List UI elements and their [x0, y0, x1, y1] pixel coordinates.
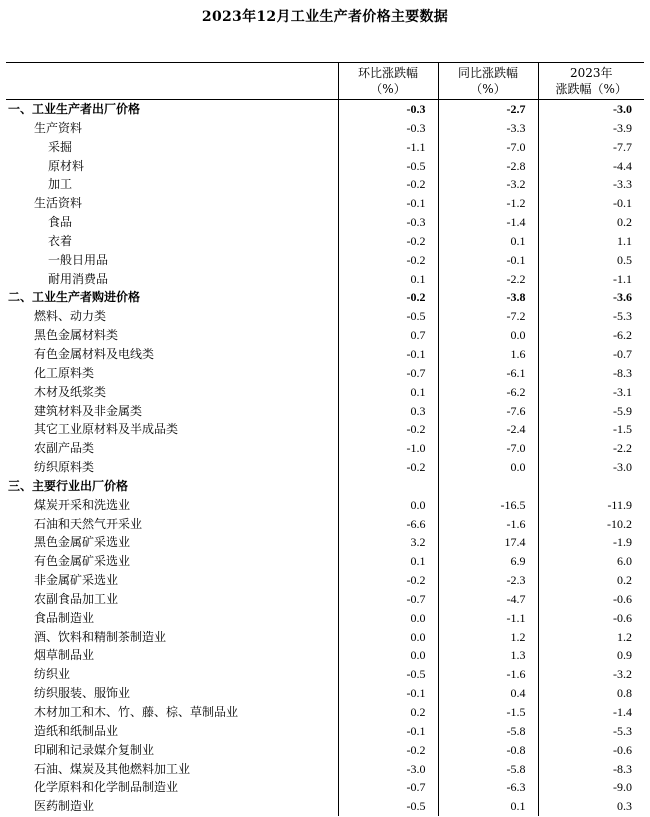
row-yoy-value: 0.1: [438, 232, 538, 251]
row-year-value: -5.3: [538, 307, 644, 326]
row-yoy-value: -1.5: [438, 703, 538, 722]
row-year-value: -10.2: [538, 515, 644, 534]
row-mom-value: -0.2: [338, 458, 438, 477]
table-row: [6, 741, 644, 760]
row-mom-value: -1.0: [338, 439, 438, 458]
page-title: 2023年12月工业生产者价格主要数据: [201, 9, 449, 25]
row-mom-value: 0.7: [338, 326, 438, 345]
price-data-table: [6, 62, 644, 816]
table-row: [6, 194, 644, 213]
row-label: 食品制造业: [34, 610, 95, 625]
row-yoy-value: -2.4: [438, 420, 538, 439]
table-row: [6, 628, 644, 647]
header-year-line2: 涨跌幅（%）: [555, 82, 627, 96]
table-row: [6, 138, 644, 157]
row-label: 食品: [48, 215, 73, 230]
row-yoy-value: -1.2: [438, 194, 538, 213]
row-label: 有色金属矿采选业: [34, 554, 131, 569]
row-label: 二、工业生产者购进价格: [8, 290, 141, 305]
row-mom-value: -0.5: [338, 797, 438, 816]
row-yoy-value: -2.2: [438, 270, 538, 289]
row-label: 酒、饮料和精制茶制造业: [34, 629, 167, 644]
row-label: 石油、煤炭及其他燃料加工业: [34, 761, 191, 776]
row-mom-value: -0.1: [338, 684, 438, 703]
row-mom-value: 0.1: [338, 552, 438, 571]
row-label: 采掘: [48, 139, 73, 154]
row-mom-value: -0.3: [338, 119, 438, 138]
row-year-value: -3.0: [538, 458, 644, 477]
row-mom-value: -6.6: [338, 515, 438, 534]
table-row: [6, 232, 644, 251]
row-mom-value: -0.2: [338, 571, 438, 590]
row-mom-value: -0.5: [338, 665, 438, 684]
header-mom: [338, 63, 438, 100]
row-year-value: -3.2: [538, 665, 644, 684]
row-mom-value: -0.1: [338, 722, 438, 741]
table-row: [6, 552, 644, 571]
row-yoy-value: -5.8: [438, 760, 538, 779]
row-mom-value: -0.2: [338, 175, 438, 194]
row-year-value: -5.9: [538, 402, 644, 421]
row-label: 衣着: [48, 233, 73, 248]
row-label: 一、工业生产者出厂价格: [8, 102, 141, 116]
row-year-value: 6.0: [538, 552, 644, 571]
row-year-value: -3.3: [538, 175, 644, 194]
row-mom-value: 0.1: [338, 383, 438, 402]
row-yoy-value: -2.3: [438, 571, 538, 590]
table-row: [6, 797, 644, 816]
table-row: [6, 646, 644, 665]
row-label: 非金属矿采选业: [34, 573, 119, 588]
table-row: [6, 760, 644, 779]
row-year-value: -2.2: [538, 439, 644, 458]
row-yoy-value: 1.2: [438, 628, 538, 647]
row-yoy-value: 1.6: [438, 345, 538, 364]
row-year-value: 0.8: [538, 684, 644, 703]
header-item: [6, 63, 338, 100]
row-mom-value: -0.1: [338, 194, 438, 213]
row-mom-value: -0.2: [338, 741, 438, 760]
table-row: [6, 213, 644, 232]
row-yoy-value: 6.9: [438, 552, 538, 571]
row-year-value: -3.9: [538, 119, 644, 138]
row-mom-value: -3.0: [338, 760, 438, 779]
table-row: [6, 307, 644, 326]
row-label: 生产资料: [34, 120, 83, 135]
row-label: 黑色金属材料类: [34, 328, 119, 343]
row-yoy-value: -6.1: [438, 364, 538, 383]
row-yoy-value: -2.8: [438, 157, 538, 176]
row-label: 纺织业: [34, 667, 71, 682]
row-year-value: -9.0: [538, 778, 644, 797]
row-yoy-value: -3.3: [438, 119, 538, 138]
row-yoy-value: -7.0: [438, 138, 538, 157]
table-row: [6, 778, 644, 797]
row-year-value: -8.3: [538, 760, 644, 779]
row-yoy-value: -6.2: [438, 383, 538, 402]
row-mom-value: 0.0: [338, 628, 438, 647]
row-year-value: -3.0: [538, 100, 644, 119]
table-row: [6, 496, 644, 515]
row-yoy-value: -3.2: [438, 175, 538, 194]
row-mom-value: 0.2: [338, 703, 438, 722]
table-row: [6, 533, 644, 552]
row-year-value: -0.6: [538, 609, 644, 628]
row-year-value: 1.2: [538, 628, 644, 647]
row-label: 木材及纸浆类: [34, 384, 107, 399]
row-label: 原材料: [48, 158, 85, 173]
table-row: [6, 251, 644, 270]
row-year-value: -0.6: [538, 741, 644, 760]
table-row: [6, 402, 644, 421]
row-label: 黑色金属矿采选业: [34, 535, 131, 550]
row-yoy-value: -0.8: [438, 741, 538, 760]
row-yoy-value: -1.4: [438, 213, 538, 232]
table-row: [6, 703, 644, 722]
table-row: [6, 326, 644, 345]
row-label: 化学原料和化学制品制造业: [34, 780, 179, 795]
row-year-value: -1.9: [538, 533, 644, 552]
row-year-value: -0.7: [538, 345, 644, 364]
row-yoy-value: -7.2: [438, 307, 538, 326]
row-yoy-value: 0.0: [438, 326, 538, 345]
row-yoy-value: -3.8: [438, 288, 538, 307]
row-label: 生活资料: [34, 196, 83, 211]
table-section-row: [6, 477, 644, 496]
row-label: 纺织原料类: [34, 460, 95, 475]
row-yoy-value: -0.1: [438, 251, 538, 270]
header-mom-line2: （%）: [370, 82, 406, 96]
table-row: [6, 270, 644, 289]
row-year-value: -1.4: [538, 703, 644, 722]
row-yoy-value: [438, 477, 538, 496]
row-yoy-value: -1.6: [438, 665, 538, 684]
row-mom-value: -0.2: [338, 420, 438, 439]
table-body: [6, 100, 644, 817]
header-yoy-line2: （%）: [470, 82, 506, 96]
row-year-value: -8.3: [538, 364, 644, 383]
row-label: 印刷和记录媒介复制业: [34, 742, 155, 757]
table-row: [6, 665, 644, 684]
table-row: [6, 684, 644, 703]
table-row: [6, 175, 644, 194]
row-year-value: -3.6: [538, 288, 644, 307]
table-row: [6, 383, 644, 402]
row-yoy-value: -16.5: [438, 496, 538, 515]
row-mom-value: -0.7: [338, 590, 438, 609]
row-year-value: -0.1: [538, 194, 644, 213]
row-year-value: -6.2: [538, 326, 644, 345]
row-yoy-value: -6.3: [438, 778, 538, 797]
row-mom-value: -0.1: [338, 345, 438, 364]
table-row: [6, 458, 644, 477]
table-row: [6, 609, 644, 628]
row-mom-value: -0.2: [338, 288, 438, 307]
table-row: [6, 515, 644, 534]
header-mom-line1: 环比涨跌幅: [357, 66, 418, 80]
row-mom-value: -0.7: [338, 364, 438, 383]
row-label: 化工原料类: [34, 365, 95, 380]
table-row: [6, 157, 644, 176]
table-row: [6, 439, 644, 458]
row-label: 煤炭开采和洗选业: [34, 497, 131, 512]
row-mom-value: -0.2: [338, 251, 438, 270]
row-yoy-value: -1.6: [438, 515, 538, 534]
row-yoy-value: 1.3: [438, 646, 538, 665]
row-label: 医药制造业: [34, 799, 95, 814]
row-year-value: 0.2: [538, 213, 644, 232]
row-mom-value: 0.0: [338, 609, 438, 628]
table-row: [6, 364, 644, 383]
row-label: 一般日用品: [48, 252, 109, 267]
row-year-value: -4.4: [538, 157, 644, 176]
table-row: [6, 119, 644, 138]
table-row: [6, 722, 644, 741]
row-yoy-value: -1.1: [438, 609, 538, 628]
header-yoy-line1: 同比涨跌幅: [457, 66, 518, 80]
table-section-row: [6, 288, 644, 307]
row-label: 三、主要行业出厂价格: [8, 478, 129, 493]
row-year-value: -5.3: [538, 722, 644, 741]
row-label: 建筑材料及非金属类: [34, 403, 143, 418]
row-yoy-value: 17.4: [438, 533, 538, 552]
row-year-value: 1.1: [538, 232, 644, 251]
row-label: 农副产品类: [34, 441, 95, 456]
row-label: 木材加工和木、竹、藤、棕、草制品业: [34, 705, 239, 719]
row-label: 加工: [48, 177, 73, 192]
row-yoy-value: -2.7: [438, 100, 538, 119]
row-yoy-value: 0.0: [438, 458, 538, 477]
row-yoy-value: -5.8: [438, 722, 538, 741]
row-yoy-value: 0.1: [438, 797, 538, 816]
row-year-value: -0.6: [538, 590, 644, 609]
row-yoy-value: -7.6: [438, 402, 538, 421]
row-yoy-value: -7.0: [438, 439, 538, 458]
row-mom-value: -0.2: [338, 232, 438, 251]
row-mom-value: -0.5: [338, 307, 438, 326]
row-year-value: 0.9: [538, 646, 644, 665]
row-label: 纺织服装、服饰业: [34, 686, 131, 701]
row-label: 有色金属材料及电线类: [34, 346, 155, 361]
row-year-value: -7.7: [538, 138, 644, 157]
row-label: 其它工业原材料及半成品类: [34, 422, 179, 437]
row-mom-value: -0.3: [338, 100, 438, 119]
header-year: [538, 63, 644, 100]
row-label: 石油和天然气开采业: [34, 516, 143, 531]
table-section-row: [6, 100, 644, 119]
row-year-value: 0.3: [538, 797, 644, 816]
table-row: [6, 345, 644, 364]
row-yoy-value: -4.7: [438, 590, 538, 609]
header-year-line1: 2023年: [569, 66, 613, 80]
row-mom-value: 0.0: [338, 646, 438, 665]
row-mom-value: 0.3: [338, 402, 438, 421]
row-year-value: -11.9: [538, 496, 644, 515]
row-label: 燃料、动力类: [34, 309, 107, 324]
row-mom-value: 3.2: [338, 533, 438, 552]
row-label: 烟草制品业: [34, 648, 95, 663]
row-label: 耐用消费品: [48, 271, 109, 286]
row-year-value: -1.5: [538, 420, 644, 439]
row-year-value: 0.5: [538, 251, 644, 270]
header-yoy: [438, 63, 538, 100]
row-year-value: -3.1: [538, 383, 644, 402]
table-row: [6, 571, 644, 590]
table-row: [6, 420, 644, 439]
row-mom-value: -0.7: [338, 778, 438, 797]
table-header-row: [6, 63, 644, 100]
row-mom-value: -0.5: [338, 157, 438, 176]
row-year-value: 0.2: [538, 571, 644, 590]
row-mom-value: -0.3: [338, 213, 438, 232]
row-mom-value: 0.1: [338, 270, 438, 289]
row-year-value: -1.1: [538, 270, 644, 289]
row-yoy-value: 0.4: [438, 684, 538, 703]
row-year-value: [538, 477, 644, 496]
row-mom-value: [338, 477, 438, 496]
table-row: [6, 590, 644, 609]
row-label: 造纸和纸制品业: [34, 723, 119, 738]
row-label: 农副食品加工业: [34, 591, 119, 606]
row-mom-value: -1.1: [338, 138, 438, 157]
row-mom-value: 0.0: [338, 496, 438, 515]
